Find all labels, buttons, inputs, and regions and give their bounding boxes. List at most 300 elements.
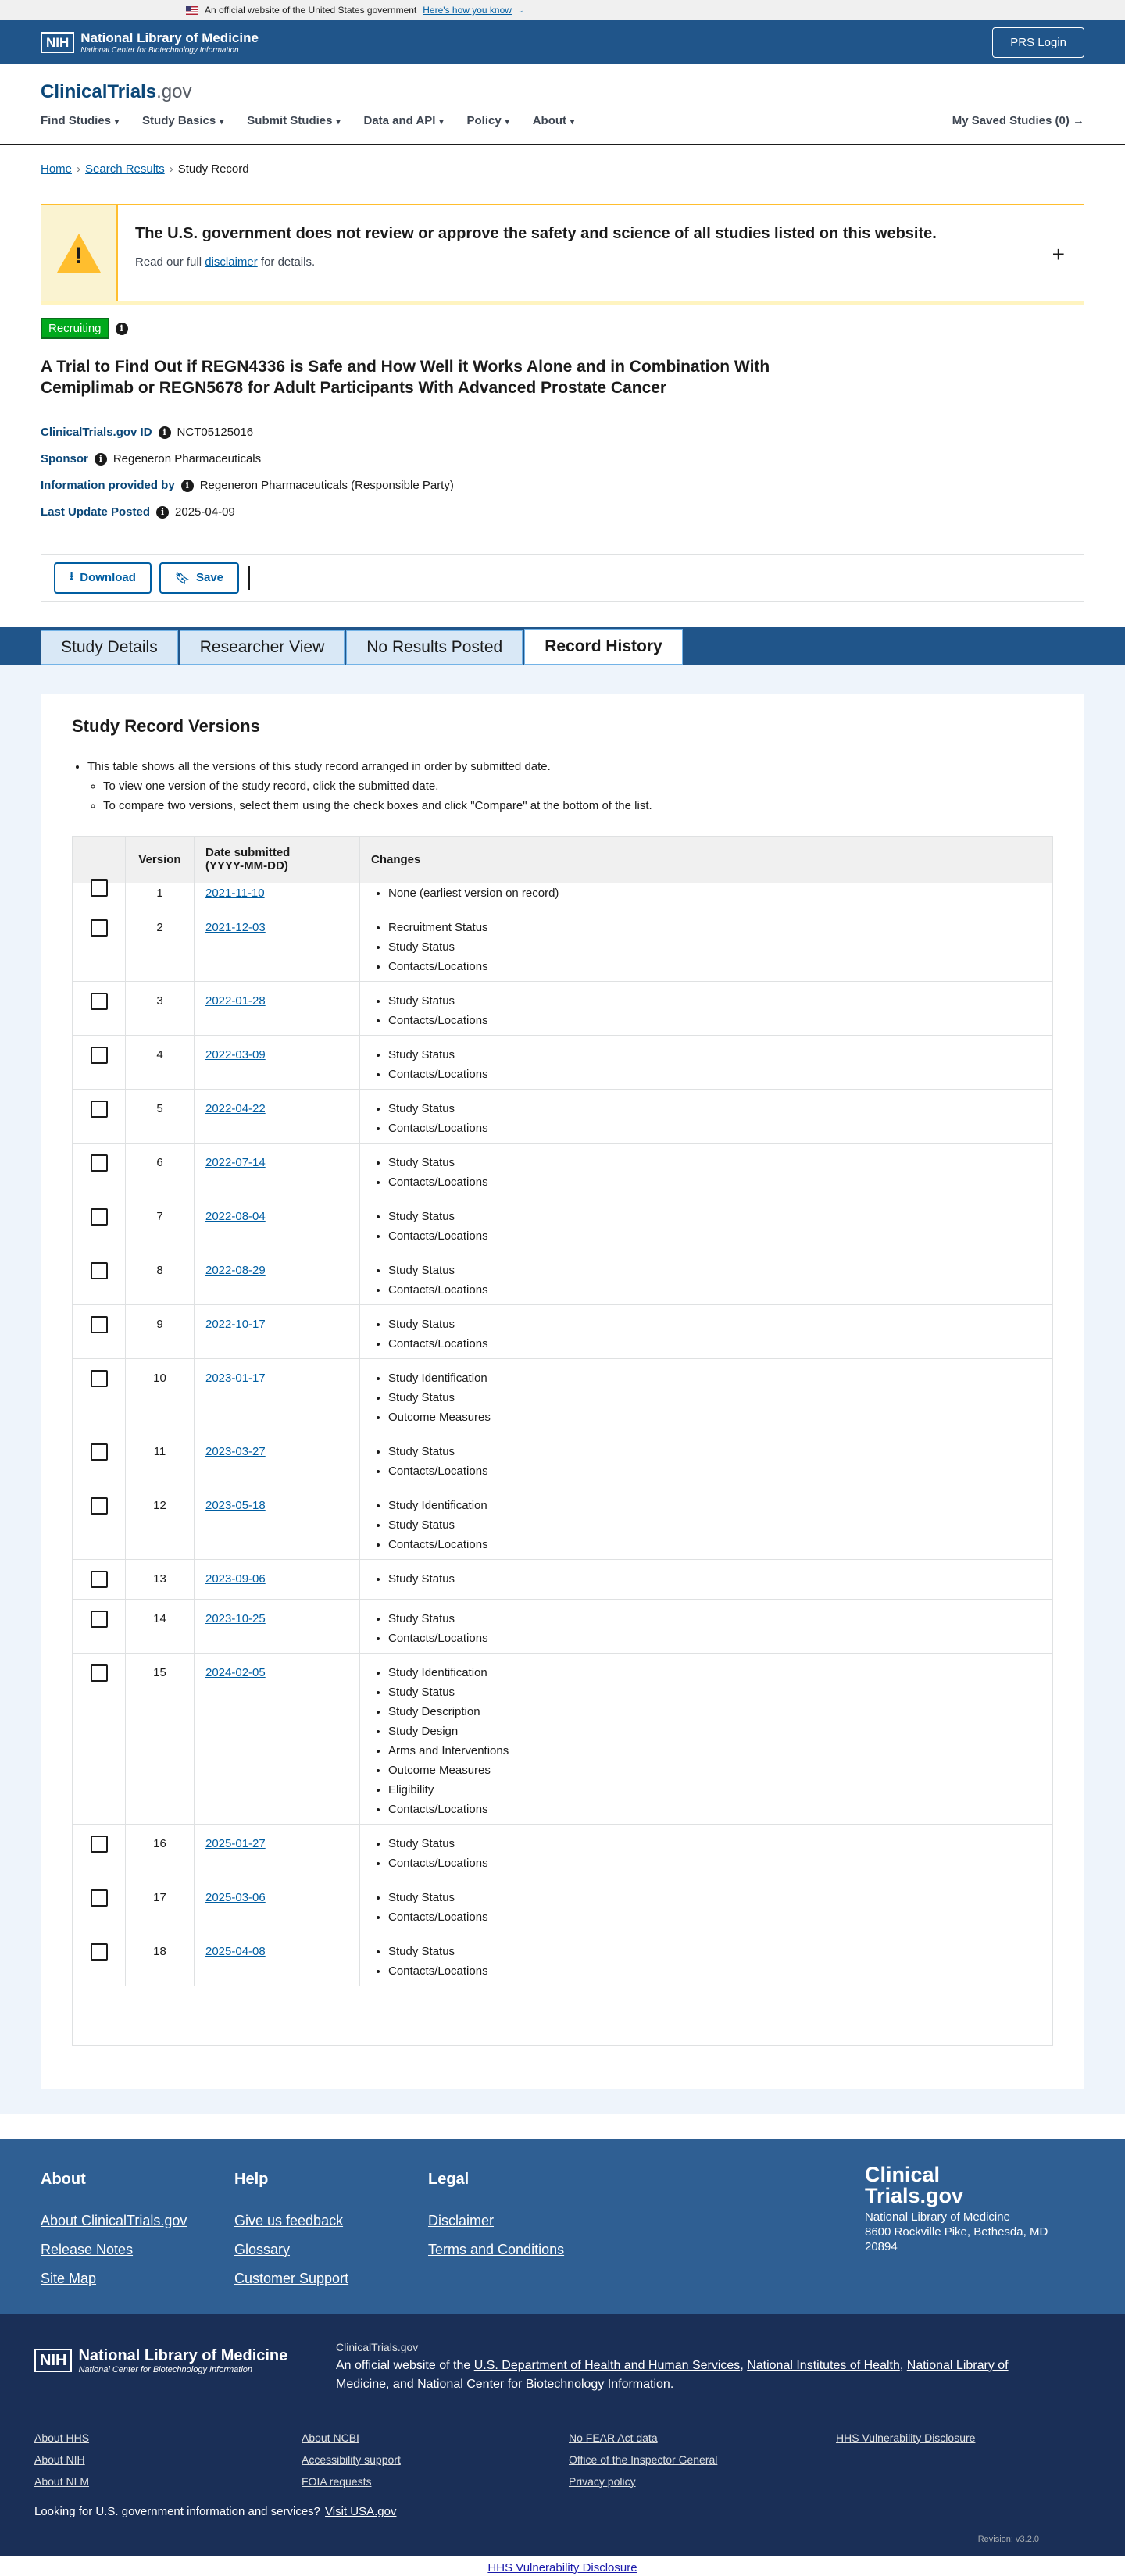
nlm-logo[interactable] [41, 30, 259, 55]
table-row [73, 1932, 1053, 1986]
hhs-link[interactable]: U.S. Department of Health and Human Services [473, 2358, 741, 2372]
nav-data-api[interactable] [364, 114, 444, 127]
revision-text: Revision: v3.2.0 [977, 2534, 1039, 2544]
gov-links-col4 [836, 2432, 975, 2453]
download-button[interactable] [54, 562, 152, 594]
footer-link[interactable]: Customer Support [234, 2270, 349, 2286]
footer-address [865, 2210, 1048, 2254]
version-date-link[interactable]: 2023-03-27 [205, 1444, 266, 1458]
version-number: 2 [126, 908, 195, 981]
nav-label: Study Basics [142, 114, 216, 127]
empty-cell [73, 1986, 1053, 2045]
change-item: • Contacts/Locations [388, 1961, 1041, 1981]
version-number: 16 [126, 1824, 195, 1878]
status-row [41, 318, 1084, 339]
nav-submit-studies[interactable] [247, 114, 340, 127]
info-icon[interactable]: i [181, 480, 194, 492]
change-item: • Study Status [388, 1045, 1041, 1065]
footer-link[interactable]: Disclaimer [428, 2212, 495, 2228]
gov-links-col3 [569, 2432, 717, 2497]
nlm-subtitle: National Center for Biotechnology Information [80, 45, 239, 55]
version-checkbox[interactable] [91, 1208, 108, 1226]
tab-researcher-view[interactable]: Researcher View [180, 630, 345, 665]
change-item: • Study Status [388, 1609, 1041, 1629]
date-cell [195, 1559, 360, 1599]
change-item: • None (earliest version on record) [388, 883, 1041, 903]
change-item: • Study Status [388, 1207, 1041, 1226]
change-item: • Study Identification [388, 1496, 1041, 1515]
table-row [73, 1432, 1053, 1486]
footer-legal [428, 2171, 564, 2271]
bookmark-icon: 🔖︎ [174, 571, 190, 585]
changes-cell [360, 1143, 1053, 1197]
gov-link[interactable]: HHS Vulnerability Disclosure [836, 2431, 976, 2444]
date-cell [195, 1599, 360, 1653]
footer-about [41, 2171, 187, 2299]
select-cell [73, 1251, 126, 1304]
chevron-down-icon: ▾ [220, 118, 224, 127]
date-cell [195, 1197, 360, 1251]
version-checkbox[interactable] [91, 1154, 108, 1172]
table-row [73, 1251, 1053, 1304]
date-cell [195, 883, 360, 908]
divider [248, 566, 250, 590]
version-number: 1 [126, 883, 195, 908]
select-cell [73, 1432, 126, 1486]
nav-study-basics[interactable] [142, 114, 223, 127]
change-item: • Study Status [388, 1569, 1041, 1589]
gov-link[interactable]: Privacy policy [569, 2474, 636, 2488]
gov-link[interactable]: Accessibility support [302, 2453, 401, 2466]
date-cell [195, 1304, 360, 1358]
version-checkbox[interactable] [91, 1316, 108, 1333]
change-item: • Study Design [388, 1721, 1041, 1741]
version-number: 8 [126, 1251, 195, 1304]
version-date-link[interactable]: 2025-03-06 [205, 1890, 266, 1904]
change-item: • Study Status [388, 1099, 1041, 1119]
usa-gov-line [34, 2505, 396, 2518]
col-version: Version [126, 836, 195, 883]
nav-label: Policy [466, 114, 502, 127]
version-checkbox[interactable] [91, 1664, 108, 1682]
change-item: • Study Description [388, 1702, 1041, 1721]
table-row [73, 1486, 1053, 1559]
version-number: 10 [126, 1358, 195, 1432]
change-item: • Outcome Measures [388, 1761, 1041, 1780]
hhs-disclosure [0, 2556, 1125, 2576]
change-item: • Study Status [388, 1834, 1041, 1854]
date-cell [195, 908, 360, 981]
footer-link[interactable]: Terms and Conditions [428, 2241, 565, 2257]
nlm-title: National Library of Medicine [80, 30, 259, 45]
change-item: • Arms and Interventions [388, 1741, 1041, 1761]
date-cell [195, 1432, 360, 1486]
status-badge: Recruiting [41, 318, 109, 339]
change-item: • Contacts/Locations [388, 1800, 1041, 1819]
gov-link[interactable]: About NLM [34, 2474, 90, 2488]
download-icon: ⭳ [70, 569, 74, 583]
version-date-link[interactable]: 2022-08-04 [205, 1209, 266, 1223]
nct-id-label: ClinicalTrials.gov ID [41, 426, 152, 440]
version-checkbox[interactable] [91, 993, 108, 1010]
tab-no-results-posted[interactable]: No Results Posted [346, 630, 523, 665]
nav-about[interactable] [533, 114, 574, 127]
nih-logo: NIH [41, 32, 74, 53]
ncbi-link[interactable]: National Center for Biotechnology Information [417, 2377, 670, 2391]
col-date [195, 836, 360, 883]
hhs-disclosure-link[interactable]: HHS Vulnerability Disclosure [488, 2560, 638, 2574]
date-cell [195, 1486, 360, 1559]
version-date-link[interactable]: 2022-03-09 [205, 1047, 266, 1061]
col-select [73, 836, 126, 883]
change-item: • Contacts/Locations [388, 1535, 1041, 1554]
nih-link[interactable]: National Institutes of Health [747, 2358, 900, 2372]
disclaimer-link[interactable]: disclaimer [205, 255, 258, 269]
official-site-text: ClinicalTrials.gov An official website of the U.S. Department of Health and Human Services, National Institutes of Health, National Library of Medicine, and National Center for Biotechnology Information. [336, 2338, 1062, 2394]
gov-link[interactable]: About NIH [34, 2453, 85, 2466]
version-checkbox[interactable] [91, 1497, 108, 1515]
changes-cell [360, 1432, 1053, 1486]
version-date-link[interactable]: 2022-04-22 [205, 1101, 266, 1115]
version-number: 15 [126, 1653, 195, 1824]
chevron-down-icon: ▾ [505, 118, 509, 127]
footer-ct-logo[interactable] [865, 2164, 1048, 2254]
version-number: 7 [126, 1197, 195, 1251]
version-date-link[interactable]: 2023-01-17 [205, 1371, 266, 1385]
date-cell [195, 1251, 360, 1304]
change-item: • Contacts/Locations [388, 1629, 1041, 1648]
version-number: 3 [126, 981, 195, 1035]
info-icon[interactable]: i [95, 453, 107, 466]
address-line: National Library of Medicine [865, 2210, 1010, 2224]
nav-policy[interactable] [467, 114, 509, 127]
change-item: • Study Identification [388, 1663, 1041, 1682]
how-you-know-link[interactable]: Here's how you know [423, 5, 512, 16]
select-cell [73, 1486, 126, 1559]
version-checkbox[interactable] [91, 1370, 108, 1387]
version-date-link[interactable]: 2023-10-25 [205, 1611, 266, 1625]
change-item: • Contacts/Locations [388, 957, 1041, 976]
changes-cell [360, 1559, 1053, 1599]
date-cell [195, 1824, 360, 1878]
official-pre: An official website of the [336, 2358, 471, 2372]
usa-gov-link[interactable]: Visit USA.gov [325, 2504, 397, 2518]
footer-link[interactable]: About ClinicalTrials.gov [41, 2212, 188, 2228]
last-update-value: 2025-04-09 [175, 505, 235, 519]
us-flag-icon [186, 6, 198, 15]
version-checkbox[interactable] [91, 1047, 108, 1064]
save-button[interactable] [159, 562, 239, 594]
alert-text-pre: Read our full [135, 255, 202, 269]
table-row [73, 1197, 1053, 1251]
info-icon[interactable]: i [156, 506, 169, 519]
nlm-subtitle: National Center for Biotechnology Information [78, 2364, 253, 2374]
table-row [73, 1358, 1053, 1432]
version-checkbox[interactable] [91, 1943, 108, 1961]
download-label: Download [80, 571, 136, 585]
date-cell [195, 1089, 360, 1143]
gov-link[interactable]: About NCBI [302, 2431, 359, 2444]
nav-find-studies[interactable] [41, 114, 119, 127]
versions-card [41, 694, 1084, 2089]
breadcrumb-current: Study Record [177, 162, 249, 176]
col-date-line1: Date submitted [205, 846, 291, 860]
changes-cell [360, 1599, 1053, 1653]
note-item: ◦ To view one version of the study record, click the submitted date. [103, 776, 1053, 796]
version-date-link[interactable]: 2025-04-08 [205, 1944, 266, 1958]
select-cell [73, 1358, 126, 1432]
changes-cell [360, 1197, 1053, 1251]
select-cell [73, 1559, 126, 1599]
usa-gov-text: Looking for U.S. government information and services? [34, 2504, 321, 2518]
provided-by-label: Information provided by [41, 479, 175, 493]
change-item: • Contacts/Locations [388, 1119, 1041, 1138]
gov-links-col1 [34, 2432, 89, 2497]
change-item: • Study Status [388, 1315, 1041, 1334]
nav-label: Data and API [363, 114, 436, 127]
table-row [73, 908, 1053, 981]
date-cell [195, 1878, 360, 1932]
changes-cell [360, 1251, 1053, 1304]
version-date-link[interactable]: 2024-02-05 [205, 1665, 266, 1679]
change-item: • Eligibility [388, 1780, 1041, 1800]
changes-cell [360, 1824, 1053, 1878]
change-item: • Contacts/Locations [388, 1334, 1041, 1354]
arrow-right-icon: → [1073, 114, 1084, 127]
changes-cell [360, 883, 1053, 908]
provided-by-value: Regeneron Pharmaceuticals (Responsible Party) [199, 479, 454, 493]
breadcrumb-home[interactable]: Home [41, 162, 73, 176]
select-cell [73, 1197, 126, 1251]
info-icon[interactable]: i [116, 323, 128, 335]
gov-link[interactable]: No FEAR Act data [569, 2431, 658, 2444]
date-cell [195, 1358, 360, 1432]
change-item: • Contacts/Locations [388, 1280, 1041, 1300]
chevron-down-icon: ▾ [570, 118, 575, 127]
change-item: • Contacts/Locations [388, 1854, 1041, 1873]
select-cell [73, 1035, 126, 1089]
site-logo[interactable] [41, 81, 191, 103]
version-number: 13 [126, 1559, 195, 1599]
note-item: • This table shows all the versions of this study record arranged in order by submitted date. [88, 757, 1053, 776]
version-date-link[interactable]: 2021-11-10 [205, 886, 265, 900]
version-number: 4 [126, 1035, 195, 1089]
chevron-down-icon[interactable]: ⌄ [517, 5, 524, 14]
change-item: • Study Status [388, 991, 1041, 1011]
table-row [73, 1559, 1053, 1599]
versions-table [72, 836, 1053, 2046]
footer-link[interactable]: Give us feedback [234, 2212, 344, 2228]
record-history-panel [0, 665, 1125, 2114]
table-footer-row [73, 1986, 1053, 2045]
footer-heading: Legal [428, 2170, 470, 2188]
brand-name: ClinicalTrials [41, 81, 157, 102]
alert-heading: The U.S. government does not review or approve the safety and science of all studies listed on this website. [135, 225, 937, 242]
table-row [73, 1304, 1053, 1358]
select-cell [73, 883, 126, 908]
warning-icon: ! [57, 234, 101, 273]
chevron-right-icon: › [169, 162, 173, 176]
col-changes: Changes [360, 836, 1053, 883]
site-header [0, 64, 1125, 145]
changes-cell [360, 981, 1053, 1035]
select-cell [73, 1304, 126, 1358]
official-and: and [392, 2377, 414, 2391]
versions-heading: Study Record Versions [72, 715, 260, 736]
nav-label: About [532, 114, 567, 127]
gov-link[interactable]: FOIA requests [302, 2474, 372, 2488]
version-date-link[interactable]: 2023-09-06 [205, 1572, 266, 1586]
chevron-down-icon: ▾ [115, 118, 120, 127]
version-date-link[interactable]: 2022-07-14 [205, 1155, 266, 1169]
version-number: 9 [126, 1304, 195, 1358]
main-nav [41, 114, 574, 127]
footer-help [234, 2171, 348, 2299]
alert-icon-column [41, 205, 118, 301]
version-date-link[interactable]: 2022-08-29 [205, 1263, 266, 1277]
select-cell [73, 1824, 126, 1878]
change-item: • Contacts/Locations [388, 1461, 1041, 1481]
change-item: • Study Status [388, 1388, 1041, 1408]
table-row [73, 1599, 1053, 1653]
footer-logo-line2: Trials.gov [865, 2183, 964, 2207]
footer-link[interactable]: Glossary [234, 2241, 291, 2257]
version-number: 18 [126, 1932, 195, 1986]
version-checkbox[interactable] [91, 1262, 108, 1279]
tab-record-history[interactable]: Record History [524, 629, 683, 665]
date-cell [195, 1932, 360, 1986]
change-item: • Contacts/Locations [388, 1011, 1041, 1030]
changes-cell [360, 1089, 1053, 1143]
change-item: • Contacts/Locations [388, 1226, 1041, 1246]
change-item: • Study Status [388, 1888, 1041, 1907]
nih-logo: NIH [34, 2349, 72, 2372]
gov-link[interactable]: Office of the Inspector General [569, 2453, 718, 2466]
last-update-label: Last Update Posted [41, 505, 151, 519]
version-checkbox[interactable] [91, 1101, 108, 1118]
chevron-down-icon: ▾ [439, 118, 444, 127]
version-number: 17 [126, 1878, 195, 1932]
change-item: • Study Status [388, 1682, 1041, 1702]
table-row [73, 1824, 1053, 1878]
prs-login-button[interactable]: PRS Login [992, 27, 1084, 58]
action-bar [41, 554, 1084, 602]
footer-nlm-logo[interactable] [34, 2347, 288, 2374]
saved-studies-label: My Saved Studies (0) [952, 114, 1070, 127]
chevron-right-icon: › [77, 162, 81, 176]
col-date-line2: (YYYY-MM-DD) [205, 859, 288, 873]
table-row [73, 883, 1053, 908]
change-item: • Study Status [388, 937, 1041, 957]
gov-links-col2 [302, 2432, 401, 2497]
info-icon[interactable]: i [159, 426, 171, 439]
sponsor-value: Regeneron Pharmaceuticals [112, 452, 262, 466]
change-item: • Contacts/Locations [388, 1065, 1041, 1084]
table-row [73, 1035, 1053, 1089]
version-number: 14 [126, 1599, 195, 1653]
version-date-link[interactable]: 2025-01-27 [205, 1836, 266, 1850]
version-checkbox[interactable] [91, 1889, 108, 1907]
alert-text-post: for details. [260, 255, 316, 269]
gov-link[interactable]: About HHS [34, 2431, 90, 2444]
footer-link[interactable]: Site Map [41, 2270, 97, 2286]
version-date-link[interactable]: 2023-05-18 [205, 1498, 266, 1512]
sponsor-label: Sponsor [41, 452, 88, 466]
version-number: 12 [126, 1486, 195, 1559]
select-cell [73, 981, 126, 1035]
expand-plus-icon[interactable]: + [1052, 242, 1065, 266]
footer-links [0, 2139, 1125, 2314]
version-checkbox[interactable] [91, 879, 108, 897]
version-checkbox[interactable] [91, 1443, 108, 1461]
address-line: 8600 Rockville Pike, Bethesda, MD [865, 2225, 1048, 2239]
change-item: • Contacts/Locations [388, 1172, 1041, 1192]
table-row [73, 1089, 1053, 1143]
version-checkbox[interactable] [91, 919, 108, 937]
official-site-name: ClinicalTrials.gov [336, 2340, 419, 2353]
version-checkbox[interactable] [91, 1571, 108, 1588]
date-cell [195, 981, 360, 1035]
table-row [73, 1143, 1053, 1197]
note-item: ◦ To compare two versions, select them using the check boxes and click "Compare" at the bottom of the list. [103, 796, 1053, 815]
select-cell [73, 1599, 126, 1653]
footer-gov [0, 2314, 1125, 2556]
version-number: 11 [126, 1432, 195, 1486]
nlm-title: National Library of Medicine [78, 2346, 288, 2364]
nav-label: Find Studies [41, 114, 111, 127]
version-date-link[interactable]: 2022-10-17 [205, 1317, 266, 1331]
version-date-link[interactable]: 2022-01-28 [205, 994, 266, 1008]
save-label: Save [195, 571, 224, 585]
nlm-header [0, 20, 1125, 64]
select-cell [73, 1653, 126, 1824]
footer-link[interactable]: Release Notes [41, 2241, 134, 2257]
changes-cell [360, 1304, 1053, 1358]
saved-studies-link[interactable] [952, 114, 1084, 127]
change-item: • Outcome Measures [388, 1408, 1041, 1427]
table-row [73, 981, 1053, 1035]
change-item: • Study Status [388, 1153, 1041, 1172]
version-checkbox[interactable] [91, 1836, 108, 1853]
changes-cell [360, 1653, 1053, 1824]
changes-cell [360, 1486, 1053, 1559]
select-cell [73, 908, 126, 981]
breadcrumb-search-results[interactable]: Search Results [85, 162, 165, 176]
change-item: • Recruitment Status [388, 918, 1041, 937]
version-number: 6 [126, 1143, 195, 1197]
date-cell [195, 1143, 360, 1197]
version-number: 5 [126, 1089, 195, 1143]
changes-cell [360, 908, 1053, 981]
select-cell [73, 1089, 126, 1143]
brand-suffix: .gov [156, 81, 192, 102]
change-item: • Study Identification [388, 1368, 1041, 1388]
study-meta [41, 419, 1084, 526]
versions-notes [72, 757, 1053, 815]
change-item: • Study Status [388, 1515, 1041, 1535]
address-line: 20894 [865, 2239, 898, 2253]
footer-heading: About [41, 2170, 86, 2188]
change-item: • Study Status [388, 1442, 1041, 1461]
date-cell [195, 1035, 360, 1089]
select-cell [73, 1878, 126, 1932]
breadcrumb [0, 162, 1125, 176]
version-date-link[interactable]: 2021-12-03 [205, 920, 266, 934]
version-checkbox[interactable] [91, 1611, 108, 1628]
tab-study-details[interactable]: Study Details [41, 630, 178, 665]
chevron-down-icon: ▾ [336, 118, 341, 127]
nlm-link[interactable]: National Library of Medicine [336, 2358, 1009, 2391]
